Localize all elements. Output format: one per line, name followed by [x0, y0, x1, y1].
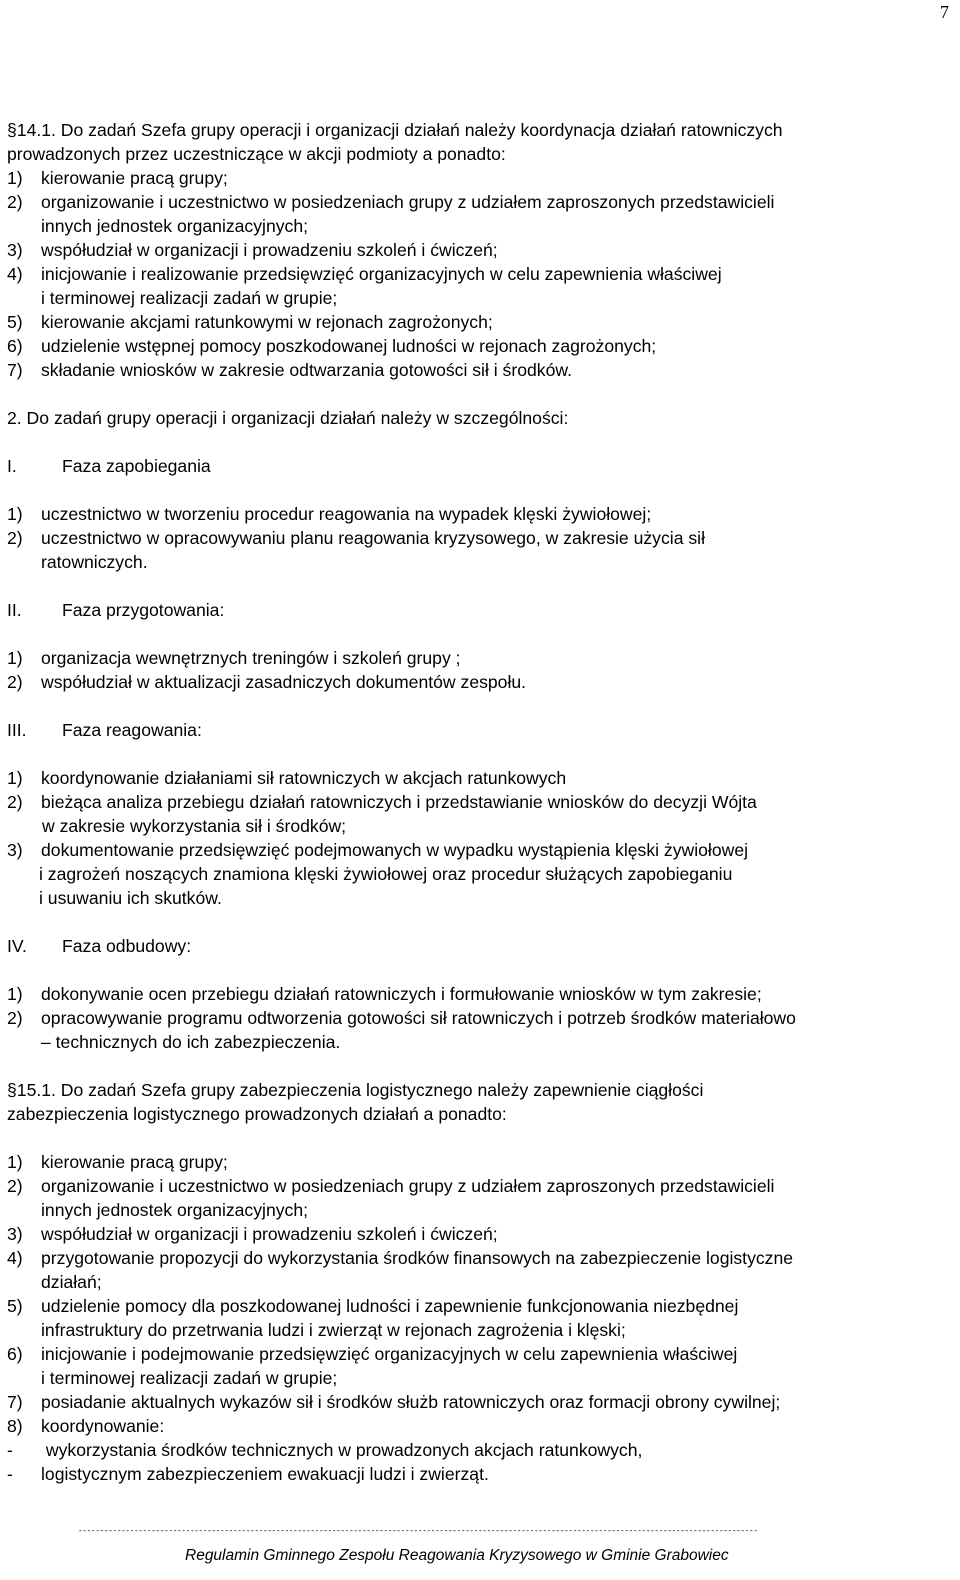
list-item: 3) dokumentowanie przedsięwzięć podejmowanych w wypadku wystąpienia klęski żywiołowej — [7, 840, 749, 860]
list-item: 3) współudział w organizacji i prowadzeniu szkoleń i ćwiczeń; — [7, 1224, 498, 1244]
list-item: 7) składanie wniosków w zakresie odtwarzania gotowości sił i środków. — [7, 360, 572, 380]
list-item: 3) współudział w organizacji i prowadzeniu szkoleń i ćwiczeń; — [7, 240, 498, 260]
list-item: 5) udzielenie pomocy dla poszkodowanej ludności i zapewnienie funkcjonowania niezbędnej — [7, 1296, 739, 1316]
list-item-cont: – technicznych do ich zabezpieczenia. — [41, 1032, 341, 1052]
list-item: 1) uczestnictwo w tworzeniu procedur reagowania na wypadek klęski żywiołowej; — [7, 504, 652, 524]
list-item-cont: i zagrożeń noszących znamiona klęski żywiołowej oraz procedur służących zapobieganiu — [39, 864, 733, 884]
list-item: 2) uczestnictwo w opracowywaniu planu reagowania kryzysowego, w zakresie użycia sił — [7, 528, 705, 548]
footer-text: Regulamin Gminnego Zespołu Reagowania Kryzysowego w Gminie Grabowiec — [185, 1547, 729, 1564]
paragraph-15-1: §15.1. Do zadań Szefa grupy zabezpieczenia logistycznego należy zapewnienie ciągłości — [7, 1080, 704, 1100]
phase-heading: III. Faza reagowania: — [7, 720, 202, 740]
list-item: 2) organizowanie i uczestnictwo w posiedzeniach grupy z udziałem zaproszonych przedstawicieli — [7, 1176, 775, 1196]
phase-heading: II. Faza przygotowania: — [7, 600, 225, 620]
list-item-cont: i terminowej realizacji zadań w grupie; — [41, 1368, 338, 1388]
list-item-cont: i usuwaniu ich skutków. — [39, 888, 222, 908]
list-item: 8) koordynowanie: — [7, 1416, 165, 1436]
list-item-cont: i terminowej realizacji zadań w grupie; — [41, 288, 338, 308]
list-item: 1) kierowanie pracą grupy; — [7, 1152, 228, 1172]
phase-heading: IV. Faza odbudowy: — [7, 936, 192, 956]
paragraph-2: 2. Do zadań grupy operacji i organizacji działań należy w szczególności: — [7, 408, 569, 428]
phase-heading: I. Faza zapobiegania — [7, 456, 211, 476]
list-item-cont: infrastruktury do przetrwania ludzi i zwierząt w rejonach zagrożenia i klęski; — [41, 1320, 626, 1340]
list-item: 2) opracowywanie programu odtworzenia gotowości sił ratowniczych i potrzeb środków materiałowo — [7, 1008, 796, 1028]
list-item-cont: innych jednostek organizacyjnych; — [41, 216, 308, 236]
list-item: 2) bieżąca analiza przebiegu działań ratowniczych i przedstawianie wniosków do decyzji Wójta — [7, 792, 757, 812]
list-item: - logistycznym zabezpieczeniem ewakuacji ludzi i zwierząt. — [7, 1464, 489, 1484]
list-item: 1) kierowanie pracą grupy; — [7, 168, 228, 188]
list-item-cont: innych jednostek organizacyjnych; — [41, 1200, 308, 1220]
list-item: 1) dokonywanie ocen przebiegu działań ratowniczych i formułowanie wniosków w tym zakresie; — [7, 984, 762, 1004]
list-item: 4) przygotowanie propozycji do wykorzystania środków finansowych na zabezpieczenie logistyczne — [7, 1248, 794, 1268]
list-item: 2) organizowanie i uczestnictwo w posiedzeniach grupy z udziałem zaproszonych przedstawicieli — [7, 192, 775, 212]
list-item: 6) inicjowanie i podejmowanie przedsięwzięć organizacyjnych w celu zapewnienia właściwej — [7, 1344, 738, 1364]
list-item-cont: ratowniczych. — [41, 552, 148, 572]
list-item: 5) kierowanie akcjami ratunkowymi w rejonach zagrożonych; — [7, 312, 493, 332]
list-item: 7) posiadanie aktualnych wykazów sił i środków służb ratowniczych oraz formacji obrony cywilnej; — [7, 1392, 781, 1412]
list-item: 4) inicjowanie i realizowanie przedsięwzięć organizacyjnych w celu zapewnienia właściwej — [7, 264, 722, 284]
list-item: 2) współudział w aktualizacji zasadniczych dokumentów zespołu. — [7, 672, 527, 692]
paragraph-14-1-cont: prowadzonych przez uczestniczące w akcji podmioty a ponadto: — [7, 144, 506, 164]
paragraph-14-1: §14.1. Do zadań Szefa grupy operacji i organizacji działań należy koordynacja działań ratowniczych — [7, 120, 783, 140]
paragraph-15-1-cont: zabezpieczenia logistycznego prowadzonych działań a ponadto: — [7, 1104, 507, 1124]
list-item: 1) organizacja wewnętrznych treningów i szkoleń grupy ; — [7, 648, 461, 668]
list-item: 1) koordynowanie działaniami sił ratowniczych w akcjach ratunkowych — [7, 768, 567, 788]
list-item-cont: w zakresie wykorzystania sił i środków; — [42, 816, 347, 836]
list-item-cont: działań; — [41, 1272, 102, 1292]
list-item: 6) udzielenie wstępnej pomocy poszkodowanej ludności w rejonach zagrożonych; — [7, 336, 657, 356]
page-number: 7 — [940, 2, 949, 22]
list-item: - wykorzystania środków technicznych w prowadzonych akcjach ratunkowych, — [7, 1440, 643, 1460]
footer-rule: -------------------------------------------------------------------------------------------------------------------------------------------------------------- — [78, 1527, 758, 1536]
